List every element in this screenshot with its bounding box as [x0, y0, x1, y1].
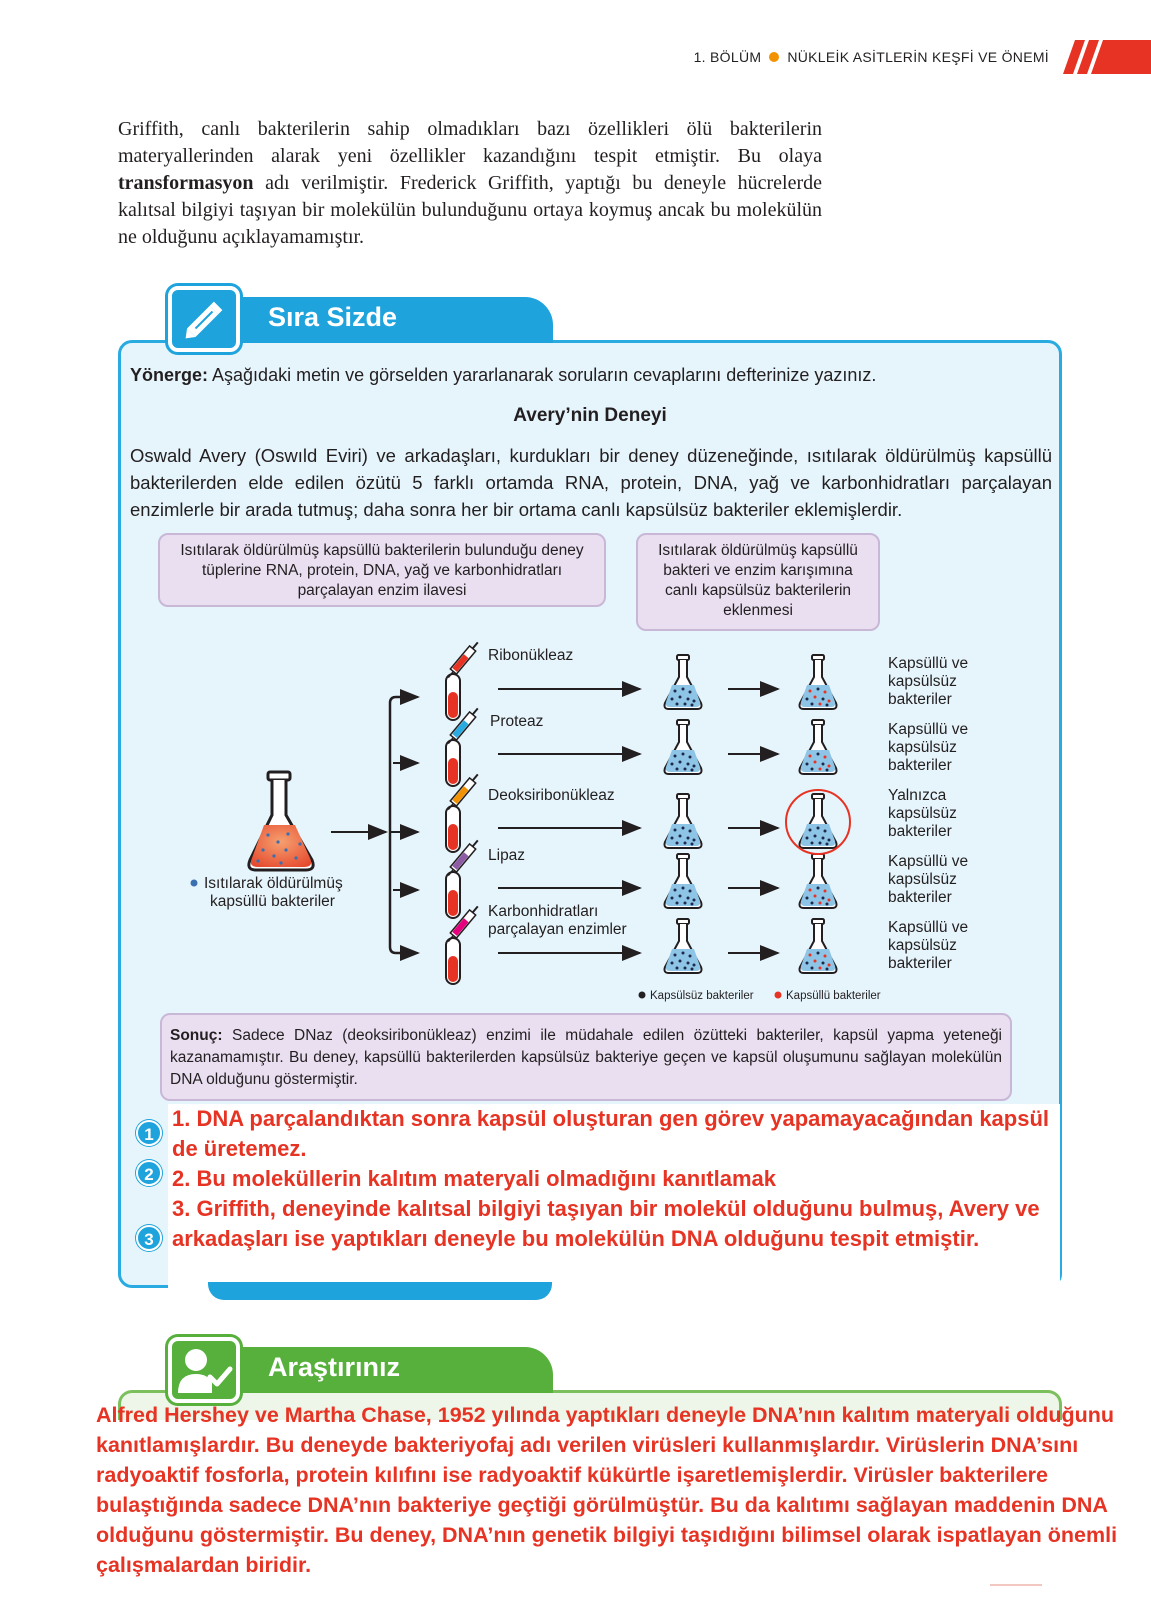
- legend-uncapsulated-dot-icon: [639, 992, 646, 999]
- intro-paragraph: [118, 116, 822, 251]
- header-stripes-icon: [1061, 40, 1151, 74]
- result-1-line1: Kapsüllü ve: [888, 655, 969, 672]
- result-5-line3: bakteriler: [888, 955, 952, 972]
- instruction-line: [130, 365, 876, 386]
- answer-3: 3. Griffith, deneyinde kalıtsal bilgiyi taşıyan bir molekül olduğunu bulmuş, Avery ve arkadaşları ise yaptıkları deneyle bu molekülün DNA olduğunu tespit etmiştir.: [172, 1196, 1040, 1251]
- culture-flask: [665, 854, 702, 908]
- diagram-step2-label: Isıtılarak öldürülmüş kapsüllü bakteri ve enzim karışımına canlı kapsülsüz bakterilerin eklenmesi: [636, 533, 880, 631]
- sira-sizde-bottom-tab: [208, 1282, 552, 1300]
- sira-sizde-title: Sıra Sizde: [268, 302, 398, 332]
- culture-flask: [800, 794, 837, 848]
- result-3-line2: kapsülsüz: [888, 805, 957, 822]
- flask-grid: [665, 655, 837, 973]
- user-check-icon: [168, 1337, 240, 1403]
- legend-capsulated: Kapsüllü bakteriler: [786, 990, 881, 1002]
- test-tube-ribonuclease: [445, 640, 481, 720]
- page-header: [694, 40, 1151, 74]
- answer-1: 1. DNA parçalandıktan sonra kapsül oluşturan gen görev yapamayacağından kapsül de üretemez.: [172, 1106, 1050, 1161]
- experiment-heading: Avery’nin Deneyi: [513, 405, 667, 426]
- instruction-text: Aşağıdaki metin ve görselden yararlanarak soruların cevaplarını defterinize yazınız.: [212, 365, 877, 385]
- result-1-line2: kapsülsüz: [888, 673, 957, 690]
- culture-flask: [800, 854, 837, 908]
- heat-killed-bacteria-flask: [249, 772, 313, 870]
- intro-text-1: Griffith, canlı bakterilerin sahip olmadıkları bazı özellikleri ölü bakterilerin materyallerinden alarak yeni özellikler kazandığını tespit etmiştir. Bu olaya: [118, 118, 822, 167]
- legend-capsulated-dot-icon: [775, 992, 782, 999]
- question-number-3: 3: [136, 1225, 162, 1251]
- culture-flask: [800, 655, 837, 709]
- flask-label-line2: kapsüllü bakteriler: [210, 893, 335, 910]
- result-2-line1: Kapsüllü ve: [888, 721, 969, 738]
- enzyme-label-carbohydrase-line2: parçalayan enzimler: [488, 921, 627, 938]
- flask-label-line1: Isıtılarak öldürülmüş: [204, 875, 343, 892]
- result-5-line1: Kapsüllü ve: [888, 919, 969, 936]
- answer-2: 2. Bu moleküllerin kalıtım materyali olmadığını kanıtlamak: [172, 1166, 776, 1191]
- enzyme-label-protease: Proteaz: [490, 713, 544, 730]
- pencil-icon: [168, 286, 240, 352]
- culture-flask: [665, 655, 702, 709]
- diagram-step1-label: Isıtılarak öldürülmüş kapsüllü bakterilerin bulunduğu deney tüplerine RNA, protein, DNA, yağ ve karbonhidratları parçalayan enzim ilavesi: [158, 533, 606, 607]
- chapter-heading: [694, 49, 1049, 65]
- result-box: [160, 1013, 1012, 1101]
- culture-flask: [665, 794, 702, 848]
- culture-flask: [800, 720, 837, 774]
- research-answer: Alfred Hershey ve Martha Chase, 1952 yılında yaptıkları deneyle DNA’nın kalıtım materyali olduğunu kanıtlamışlardır. Bu deneyde bakteriyofaj adı verilen virüsleri kullanmışlardır. Virüslerin DNA’sını radyoaktif fosforla, protein kılıfını ise radyoaktif kükürtle işaretlemişlerdir. Virüsler bakterilere bulaştığında sadece DNA’nın bakteriye geçtiği görülmüştür. Bu da kalıtımı sağlayan maddenin DNA olduğunu göstermiştir. Bu deney, DNA’nın genetik bilgiyi taşıdığını bilimsel olarak ispatlayan önemli çalışmalardan biridir.: [96, 1403, 1118, 1577]
- result-5-line2: kapsülsüz: [888, 937, 957, 954]
- result-4-line1: Kapsüllü ve: [888, 853, 969, 870]
- culture-flask: [665, 919, 702, 973]
- culture-flask: [800, 919, 837, 973]
- result-2-line2: kapsülsüz: [888, 739, 957, 756]
- instruction-label: Yönerge:: [130, 365, 209, 385]
- avery-experiment-diagram: [118, 620, 1018, 1010]
- question-number-1: 1: [136, 1120, 162, 1146]
- result-text: Sadece DNaz (deoksiribonükleaz) enzimi ile müdahale edilen özütteki bakteriler, kapsül yapma yeteneği kazanamamıştır. Bu deney, kapsüllü bakterilerden kapsülsüz bakteriye geçen ve kapsül oluşumunu sağlayan molekülün DNA olduğunu göstermiştir.: [170, 1027, 1003, 1088]
- legend-uncapsulated: Kapsülsüz bakteriler: [650, 990, 754, 1002]
- bullet-dot-icon: [769, 52, 779, 62]
- legend-dot-icon: [191, 880, 198, 887]
- result-4-line2: kapsülsüz: [888, 871, 957, 888]
- handwritten-answers: [172, 1104, 1052, 1254]
- enzyme-label-carbohydrase-line1: Karbonhidratları: [488, 903, 599, 920]
- chapter-number: 1. BÖLÜM: [693, 49, 762, 65]
- result-1-line3: bakteriler: [888, 691, 952, 708]
- intro-bold-term: transformasyon: [118, 172, 254, 194]
- result-3-line1: Yalnızca: [888, 787, 947, 804]
- chapter-topic: NÜKLEİK ASİTLERİN KEŞFİ VE ÖNEMİ: [787, 49, 1049, 65]
- result-label: Sonuç:: [170, 1027, 223, 1044]
- result-3-line3: bakteriler: [888, 823, 952, 840]
- intro-text-2: adı verilmiştir. Frederick Griffith, yaptığı bu deneyle hücrelerde kalıtsal bilgiyi taşıyan bir molekülün bulunduğunu ortaya koymuş ancak bu molekülün ne olduğunu açıklayamamıştır.: [118, 172, 822, 248]
- arastiriniz-title: Araştırınız: [268, 1352, 401, 1382]
- question-number-2: 2: [136, 1160, 162, 1186]
- enzyme-label-deoxyribonuclease: Deoksiribonükleaz: [488, 787, 615, 804]
- page-footer-line: [990, 1584, 1042, 1586]
- experiment-paragraph: Oswald Avery (Oswıld Eviri) ve arkadaşları, kurdukları bir deney düzeneğinde, ısıtılarak öldürülmüş kapsüllü bakterilerden elde edilen özütü 5 farklı ortamda RNA, protein, DNA, yağ ve karbonhidratları parçalayan enzimlerle bir arada tutmuş; daha sonra her bir ortama canlı kapsülsüz bakteriler eklemişlerdir.: [130, 445, 1052, 520]
- result-4-line3: bakteriler: [888, 889, 952, 906]
- culture-flask: [665, 720, 702, 774]
- enzyme-label-ribonuclease: Ribonükleaz: [488, 647, 574, 664]
- enzyme-label-lipase: Lipaz: [488, 847, 526, 864]
- result-2-line3: bakteriler: [888, 757, 952, 774]
